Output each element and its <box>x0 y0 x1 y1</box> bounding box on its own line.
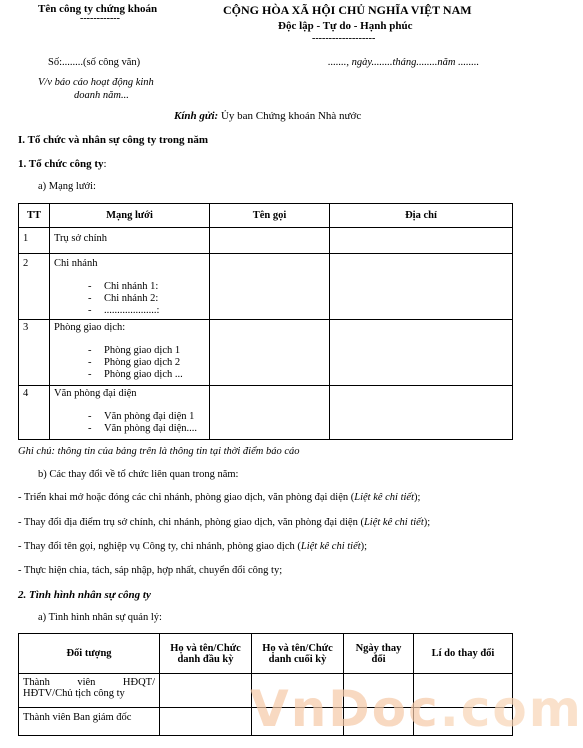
company-name: Tên công ty chứng khoán <box>38 3 158 15</box>
document-number: Số:........(số công văn) <box>48 57 141 68</box>
col-header-end: Họ và tên/Chức danh cuối kỳ <box>252 634 344 674</box>
section-1-1-title: 1. Tổ chức công ty: <box>18 158 107 170</box>
row-address-cell <box>330 386 513 440</box>
sub-item: - Phòng giao dịch 2 <box>54 357 205 369</box>
sub-item: - ....................: <box>54 305 205 317</box>
row-name-cell <box>210 254 330 320</box>
row-address-cell <box>330 228 513 254</box>
bullet-item: - Thực hiện chia, tách, sáp nhập, hợp nhất, chuyển đổi công ty; <box>18 565 283 576</box>
motto: Độc lập - Tự do - Hạnh phúc <box>278 20 413 32</box>
sub-item: - Phòng giao dịch ... <box>54 369 205 381</box>
company-rule: ------------ <box>80 13 120 24</box>
date-line: ......., ngày........tháng........năm ........ <box>328 57 480 68</box>
row-subject: Thành viên HĐQT/ HĐTV/Chủ tịch công ty <box>19 674 160 708</box>
bullet-item: - Thay đổi tên gọi, nghiệp vụ Công ty, chi nhánh, phòng giao dịch (Liệt kê chi tiết); <box>18 541 368 552</box>
row-name-cell <box>210 386 330 440</box>
subject-line-2: doanh năm... <box>74 90 129 101</box>
col-header-name: Tên gọi <box>210 204 330 228</box>
item-a-network: a) Mạng lưới: <box>38 181 96 192</box>
republic-title: CỘNG HÒA XÃ HỘI CHỦ NGHĨA VIỆT NAM <box>223 3 472 17</box>
col-header-change-date: Ngày thay đổi <box>344 634 414 674</box>
cell <box>160 708 252 736</box>
row-network <box>50 386 210 440</box>
col-header-subject: Đối tượng <box>19 634 160 674</box>
col-header-tt: TT <box>19 204 50 228</box>
vndoc-watermark: VnDoc.com <box>250 680 583 738</box>
row-number: 4 <box>19 386 50 440</box>
col-header-address: Địa chỉ <box>330 204 513 228</box>
row-network <box>50 254 210 320</box>
item-b-changes: b) Các thay đổi về tổ chức liên quan trong năm: <box>38 469 239 480</box>
item-a-personnel: a) Tình hình nhân sự quản lý: <box>38 612 162 623</box>
motto-rule: ------------------- <box>312 33 376 44</box>
recipient: Kính gửi: Ủy ban Chứng khoán Nhà nước <box>174 110 362 122</box>
bullet-item: - Triển khai mở hoặc đóng các chi nhánh, phòng giao dịch, văn phòng đại diện (Liệt kê chi tiết); <box>18 492 421 503</box>
section-1-title: I. Tổ chức và nhân sự công ty trong năm <box>18 134 209 146</box>
table-row <box>19 386 513 440</box>
row-number: 3 <box>19 320 50 386</box>
network-table <box>18 203 513 440</box>
col-header-network: Mạng lưới <box>50 204 210 228</box>
sub-item: - Chi nhánh 2: <box>54 293 205 305</box>
row-number: 1 <box>19 228 50 254</box>
row-name-cell <box>210 228 330 254</box>
table-row <box>19 228 513 254</box>
sub-item: - Văn phòng đại diện 1 <box>54 411 205 423</box>
row-subject: Thành viên Ban giám đốc <box>19 708 160 736</box>
row-network-label: Văn phòng đại diện <box>54 388 137 399</box>
row-address-cell <box>330 254 513 320</box>
row-network <box>50 320 210 386</box>
section-2-title: 2. Tình hình nhân sự công ty <box>18 589 151 601</box>
row-address-cell <box>330 320 513 386</box>
sub-item: - Văn phòng đại diện.... <box>54 423 205 435</box>
sub-item: - Chi nhánh 1: <box>54 281 205 293</box>
row-name-cell <box>210 320 330 386</box>
row-network-label: Chi nhánh <box>54 258 98 269</box>
col-header-start: Họ và tên/Chức danh đầu kỳ <box>160 634 252 674</box>
cell <box>160 674 252 708</box>
bullet-item: - Thay đổi địa điểm trụ sở chính, chi nhánh, phòng giao dịch, văn phòng đại diện (Liệt kê chi tiết); <box>18 517 431 528</box>
row-network-label: Phòng giao dịch: <box>54 322 126 333</box>
row-network: Trụ sở chính <box>50 228 210 254</box>
subject-line-1: V/v báo cáo hoạt động kinh <box>38 77 154 88</box>
sub-item: - Phòng giao dịch 1 <box>54 345 205 357</box>
col-header-reason: Lí do thay đổi <box>414 634 513 674</box>
row-number: 2 <box>19 254 50 320</box>
table-note: Ghi chú: thông tin của bảng trên là thông tin tại thời điểm báo cáo <box>18 446 300 457</box>
table-row <box>19 254 513 320</box>
table-row <box>19 320 513 386</box>
